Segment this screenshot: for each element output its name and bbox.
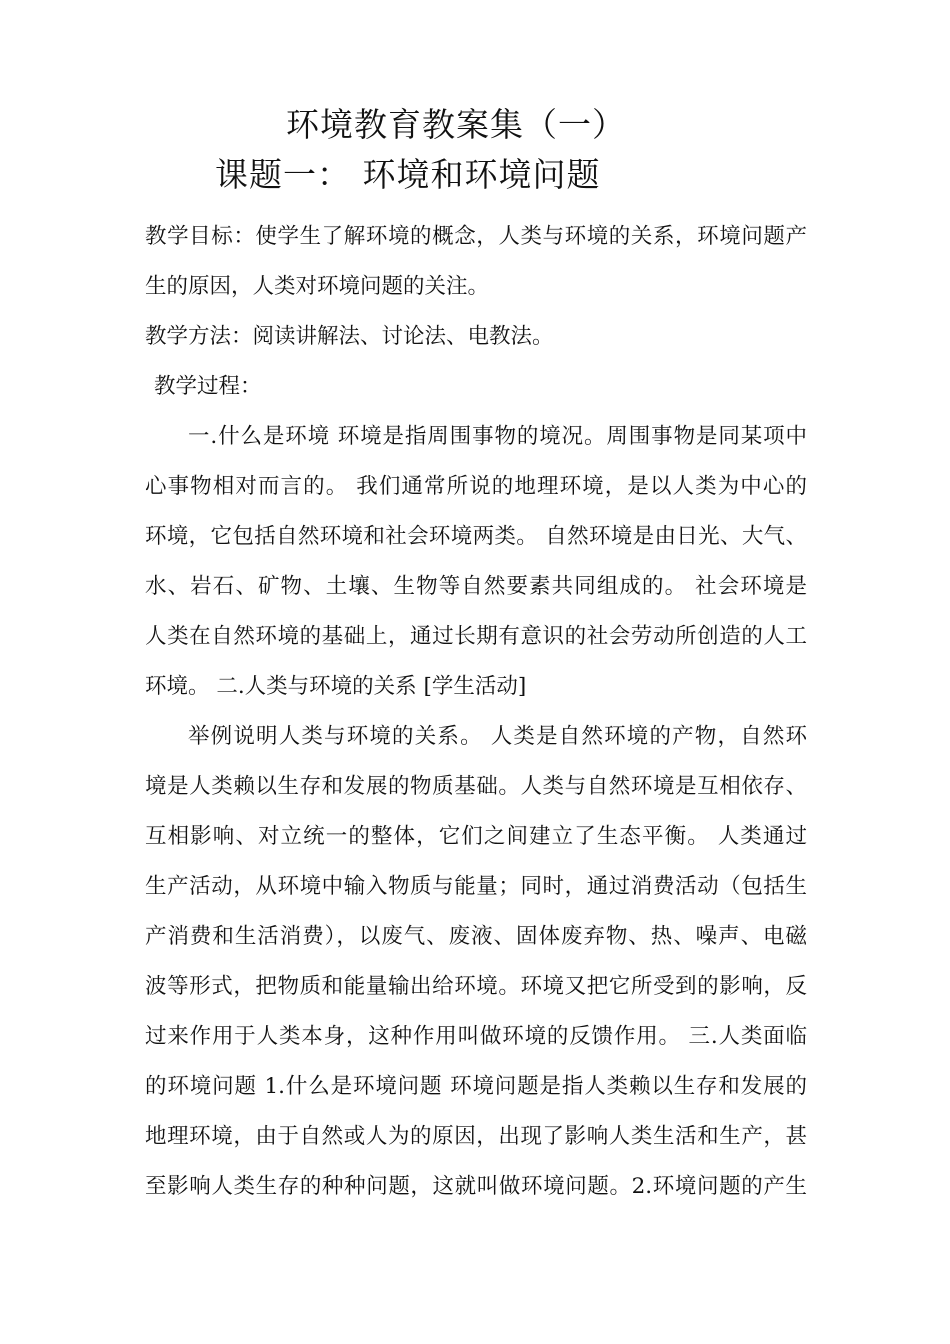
text-line: 产消费和生活消费），以废气、废液、固体废弃物、热、噪声、电磁 [145,924,807,949]
text-line: 人类在自然环境的基础上，通过长期有意识的社会劳动所创造的人工 [145,624,807,649]
text-line: 至影响人类生存的种种问题，这就叫做环境问题。2.环境问题的产生 [145,1174,807,1199]
document-title: 环境教育教案集（一） [286,105,626,144]
text-line: 环境，它包括自然环境和社会环境两类。 自然环境是由日光、大气、 [145,524,807,549]
text-line: 教学目标：使学生了解环境的概念，人类与环境的关系，环境问题产 [145,224,807,249]
text-line: 心事物相对而言的。 我们通常所说的地理环境，是以人类为中心的 [145,474,807,499]
lesson-title: 课题一： 环境和环境问题 [215,155,601,194]
text-line: 过来作用于人类本身，这种作用叫做环境的反馈作用。 三.人类面临 [145,1024,807,1049]
text-line: 教学方法：阅读讲解法、讨论法、电教法。 [145,324,554,349]
text-line: 环境。 二.人类与环境的关系 [学生活动] [145,674,527,699]
text-line: 生产活动，从环境中输入物质与能量；同时，通过消费活动（包括生 [145,874,807,899]
text-line: 教学过程： [154,374,262,399]
text-line: 波等形式，把物质和能量输出给环境。环境又把它所受到的影响，反 [145,974,807,999]
text-line: 一.什么是环境 环境是指周围事物的境况。周围事物是同某项中 [188,424,807,449]
text-line: 地理环境，由于自然或人为的原因，出现了影响人类生活和生产，甚 [145,1124,807,1149]
text-line: 举例说明人类与环境的关系。 人类是自然环境的产物，自然环 [188,724,807,749]
text-line: 水、岩石、矿物、土壤、生物等自然要素共同组成的。 社会环境是 [145,574,807,599]
text-line: 生的原因，人类对环境问题的关注。 [145,274,490,299]
body-text [145,212,807,1212]
text-line: 互相影响、对立统一的整体，它们之间建立了生态平衡。 人类通过 [145,824,807,849]
text-line: 的环境问题 1.什么是环境问题 环境问题是指人类赖以生存和发展的 [145,1074,807,1099]
text-line: 境是人类赖以生存和发展的物质基础。人类与自然环境是互相依存、 [145,774,807,799]
